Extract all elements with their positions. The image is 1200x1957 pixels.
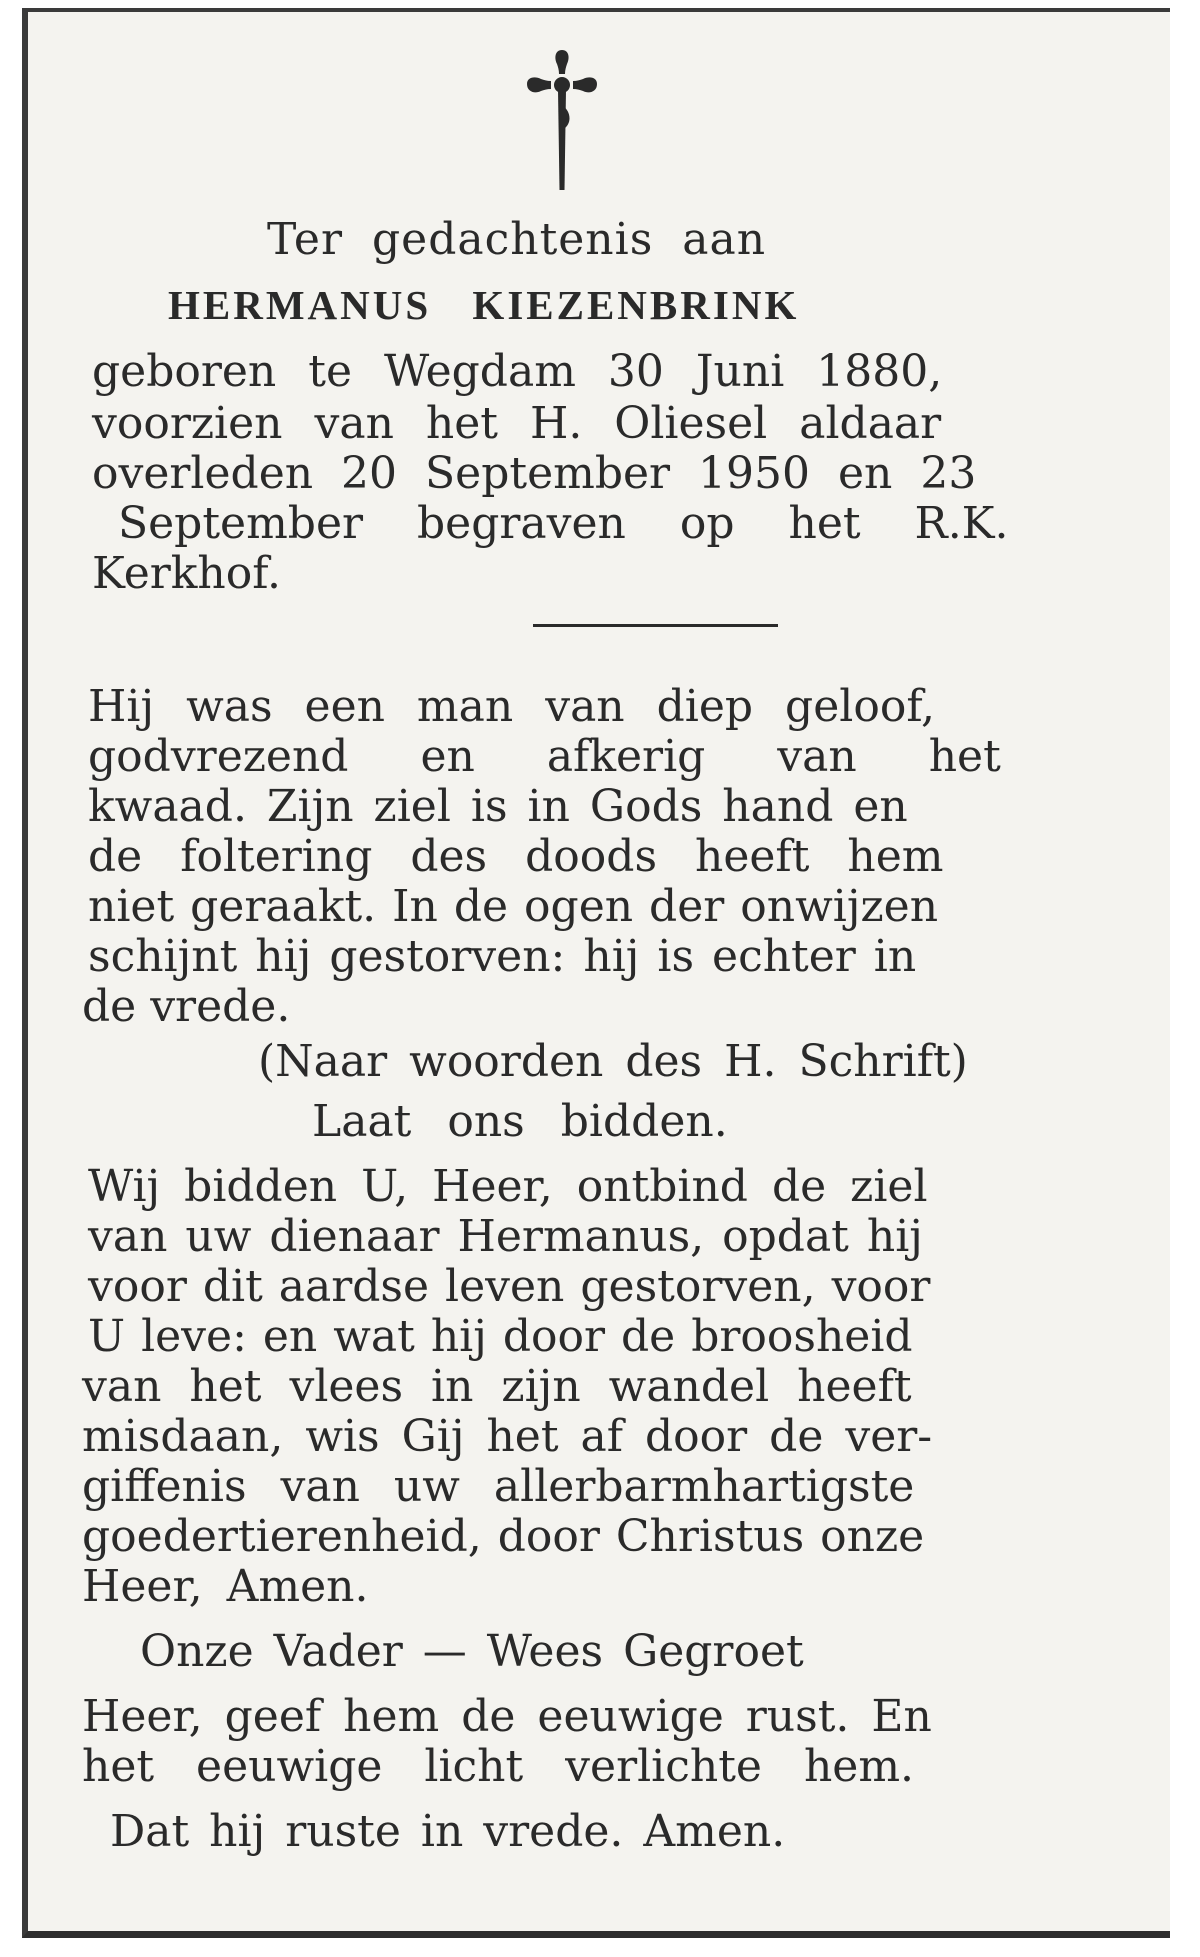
prayer-line: voor dit aardse leven gestorven, voor <box>88 1261 931 1312</box>
rest-line: het eeuwige licht verlichte hem. <box>82 1741 915 1792</box>
bio-line <box>92 346 1135 397</box>
tribute-line: niet geraakt. In de ogen der onwijzen <box>88 881 939 932</box>
prayer-line: goedertierenheid, door Christus onze <box>82 1511 925 1562</box>
tribute-line: schijnt hij gestorven: hij is echter in <box>88 931 917 982</box>
tribute-line: kwaad. Zijn ziel is in Gods hand en <box>88 781 908 832</box>
prayer-line: U leve: en wat hij door de broosheid <box>88 1311 913 1362</box>
scripture-source: (Naar woorden des H. Schrift) <box>258 1036 968 1087</box>
rest-line: Heer, geef hem de eeuwige rust. En <box>82 1691 932 1742</box>
tribute-line: de vrede. <box>82 981 291 1032</box>
prayer-line: Heer, Amen. <box>82 1561 369 1612</box>
bio-line: September begraven op het R.K. <box>118 498 1009 549</box>
bio-line: overleden 20 September 1950 en 23 <box>92 448 977 499</box>
bio-text: geboren te Wegdam 30 Juni 1880, <box>92 346 943 397</box>
heading: Ter gedachtenis aan <box>267 214 767 265</box>
deceased-name: HERMANUS KIEZENBRINK <box>168 282 800 328</box>
prayer-line: giffenis van uw allerbarmhartigste <box>82 1461 915 1512</box>
closing-line: Dat hij ruste in vrede. Amen. <box>110 1806 786 1857</box>
prayer-line: Wij bidden U, Heer, ontbind de ziel <box>88 1161 928 1212</box>
prayer-line: misdaan, wis Gij het af door de ver- <box>82 1411 933 1462</box>
bio-line: voorzien van het H. Oliesel aldaar <box>92 398 942 449</box>
prayer-line: van het vlees in zijn wandel heeft <box>82 1361 912 1412</box>
section-divider <box>533 624 778 627</box>
tribute-line: Hij was een man van diep geloof, <box>88 681 936 732</box>
prayer-intro: Laat ons bidden. <box>312 1096 728 1147</box>
short-prayers: Onze Vader — Wees Gegroet <box>140 1626 804 1677</box>
cross-icon <box>527 50 597 190</box>
tribute-line: de foltering des doods heeft hem <box>88 831 944 882</box>
tribute-line: godvrezend en afkerig van het <box>88 731 1001 782</box>
prayer-line: van uw dienaar Hermanus, opdat hij <box>88 1211 923 1262</box>
bio-line: Kerkhof. <box>92 548 281 599</box>
